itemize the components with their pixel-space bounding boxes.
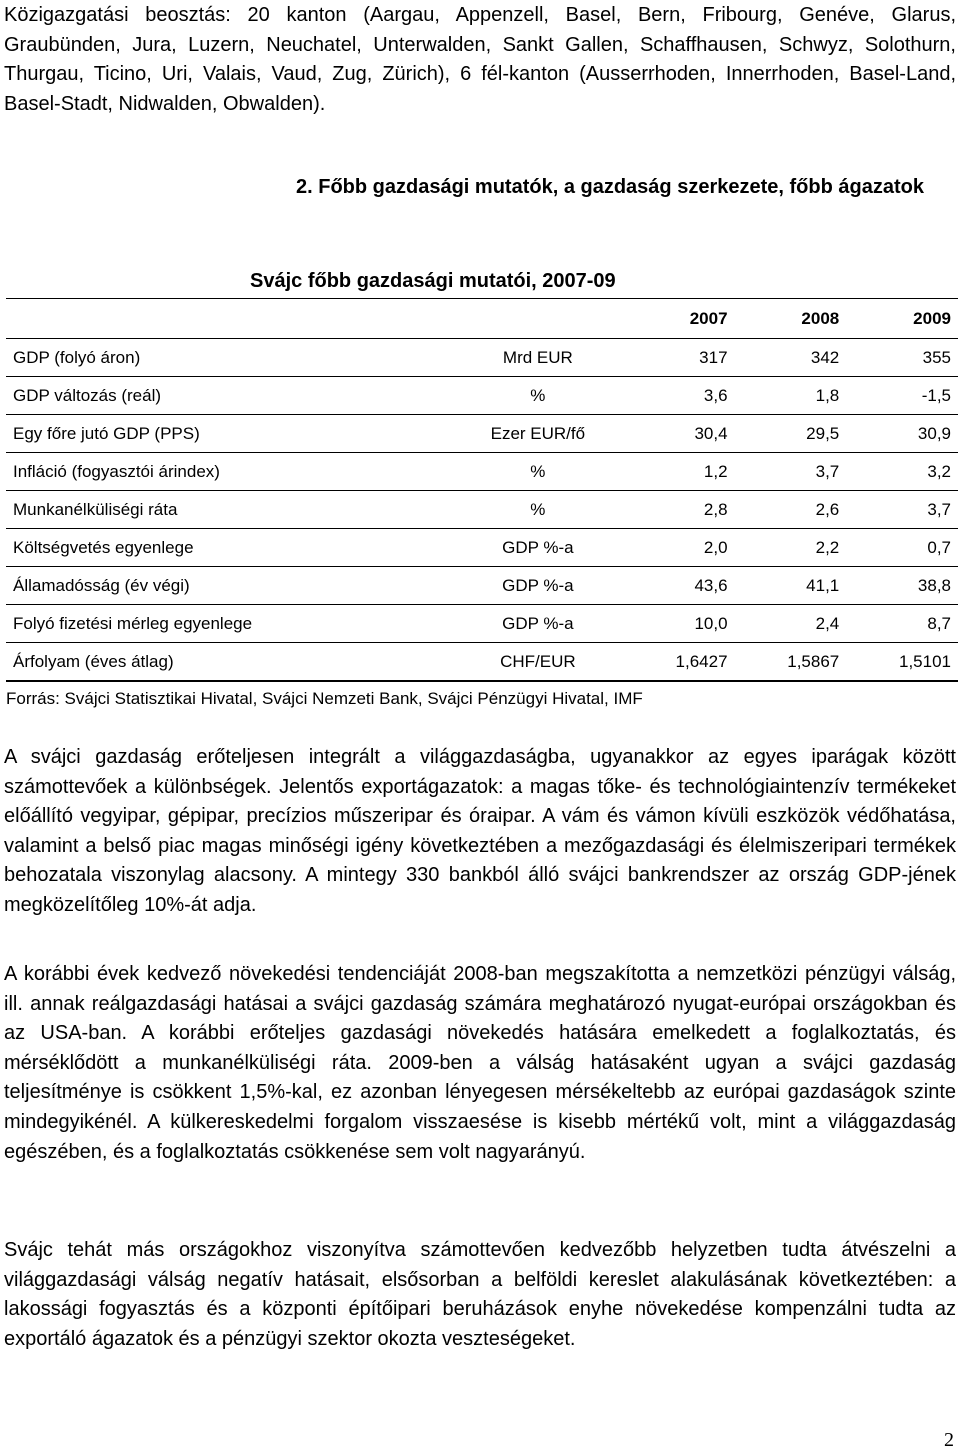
value-2007: 2,8 (623, 491, 735, 529)
value-2007: 43,6 (623, 567, 735, 605)
value-2008: 1,8 (735, 377, 847, 415)
row-label: Költségvetés egyenlege (6, 529, 453, 567)
section-heading: 2. Főbb gazdasági mutatók, a gazdaság szerkezete, főbb ágazatok (296, 176, 924, 198)
row-label: Folyó fizetési mérleg egyenlege (6, 605, 453, 643)
value-2009: 3,7 (846, 491, 958, 529)
row-label: Egy főre jutó GDP (PPS) (6, 415, 453, 453)
value-2008: 2,2 (735, 529, 847, 567)
row-label: Infláció (fogyasztói árindex) (6, 453, 453, 491)
value-2008: 41,1 (735, 567, 847, 605)
row-unit: % (453, 491, 623, 529)
table-header-row (6, 299, 958, 339)
table-row (6, 339, 958, 377)
header-year-2008: 2008 (735, 299, 847, 339)
table-title: Svájc főbb gazdasági mutatói, 2007-09 (250, 270, 616, 292)
table-row (6, 643, 958, 682)
row-unit: Ezer EUR/fő (453, 415, 623, 453)
row-unit: CHF/EUR (453, 643, 623, 682)
row-unit: GDP %-a (453, 605, 623, 643)
value-2008: 2,6 (735, 491, 847, 529)
value-2007: 30,4 (623, 415, 735, 453)
intro-paragraph: Közigazgatási beosztás: 20 kanton (Aargau, Appenzell, Basel, Bern, Fribourg, Genéve, Glarus, Graubünden, Jura, Luzern, Neuchatel, Unterwalden, Sankt Gallen, Schaffhausen, Schwyz, Solothurn, Thurgau, Ticino, Uri, Valais, Vaud, Zug, Zürich), 6 fél-kanton (Ausserrhoden, Innerrhoden, Basel-Land, Basel-Stadt, Nidwalden, Obwalden). (4, 4, 956, 115)
header-year-2007: 2007 (623, 299, 735, 339)
indicators-table (6, 298, 958, 682)
row-unit: GDP %-a (453, 567, 623, 605)
value-2008: 3,7 (735, 453, 847, 491)
table-row (6, 567, 958, 605)
page-number: 2 (944, 1429, 954, 1451)
table-row (6, 415, 958, 453)
body-paragraph-3: Svájc tehát más országokhoz viszonyítva számottevően kedvezőbb helyzetben tudta átvészelni a világgazdasági válság negatív hatásait, elsősorban a belföldi kereslet alakulásának következtében: a lakossági fogyasztás és a központi építőipari beruházások enyhe növekedése kompenzálni tudta az exportáló ágazatok és a pénzügyi szektor okozta veszteségeket. (4, 1239, 956, 1350)
value-2009: 0,7 (846, 529, 958, 567)
table-row (6, 453, 958, 491)
value-2009: 30,9 (846, 415, 958, 453)
row-unit: % (453, 377, 623, 415)
value-2009: 38,8 (846, 567, 958, 605)
value-2009: -1,5 (846, 377, 958, 415)
row-label: Államadósság (év végi) (6, 567, 453, 605)
value-2007: 317 (623, 339, 735, 377)
value-2008: 2,4 (735, 605, 847, 643)
value-2007: 1,2 (623, 453, 735, 491)
header-year-2009: 2009 (846, 299, 958, 339)
value-2008: 1,5867 (735, 643, 847, 682)
row-label: Munkanélküliségi ráta (6, 491, 453, 529)
table-row (6, 529, 958, 567)
table-row (6, 377, 958, 415)
value-2007: 2,0 (623, 529, 735, 567)
value-2007: 3,6 (623, 377, 735, 415)
value-2007: 1,6427 (623, 643, 735, 682)
body-paragraph-2: A korábbi évek kedvező növekedési tendenciáját 2008-ban megszakította a nemzetközi pénzügyi válság, ill. annak reálgazdasági hatásai a svájci gazdaság számára meghatározó nyugat-európai országokban és az USA-ban. A korábbi erőteljes gazdasági növekedés hatására emelkedett a foglalkoztatás, és mérséklődött a munkanélküliségi ráta. 2009-ben a válság hatásaként ugyan a svájci gazdaság teljesítménye is csökkent 1,5%-kal, ez azonban lényegesen mérsékeltebb az európai gazdaságok szinte mindegyikénél. A külkereskedelmi forgalom visszaesése is kisebb mértékű volt, mint a világgazdaság egészében, és a foglalkoztatás csökkenése sem volt nagyarányú. (4, 963, 956, 1163)
table-row (6, 605, 958, 643)
body-paragraph-1: A svájci gazdaság erőteljesen integrált a világgazdaságba, ugyanakkor az egyes iparágak között számottevőek a különbségek. Jelentős exportágazatok: a magas tőke- és technológiaintenzív termékeket előállító vegyipar, gépipar, precízios műszeripar és óraipar. A vám és vámon kívüli eszközök védőhatása, valamint a belső piac magas minőségi igény következtében a mezőgazdasági és élelmiszeripari termékek behozatala viszonylag alacsony. A mintegy 330 bankból álló svájci bankrendszer az ország GDP-jének megközelítőleg 10%-át adja. (4, 746, 956, 916)
row-unit: GDP %-a (453, 529, 623, 567)
value-2007: 10,0 (623, 605, 735, 643)
row-label: GDP (folyó áron) (6, 339, 453, 377)
value-2008: 342 (735, 339, 847, 377)
header-label-cell (6, 299, 453, 339)
table-source-note: Forrás: Svájci Statisztikai Hivatal, Svájci Nemzeti Bank, Svájci Pénzügyi Hivatal, IMF (6, 689, 643, 708)
value-2009: 355 (846, 339, 958, 377)
row-unit: % (453, 453, 623, 491)
row-label: GDP változás (reál) (6, 377, 453, 415)
row-unit: Mrd EUR (453, 339, 623, 377)
value-2009: 3,2 (846, 453, 958, 491)
header-unit-cell (453, 299, 623, 339)
value-2009: 8,7 (846, 605, 958, 643)
table-row (6, 491, 958, 529)
value-2008: 29,5 (735, 415, 847, 453)
row-label: Árfolyam (éves átlag) (6, 643, 453, 682)
value-2009: 1,5101 (846, 643, 958, 682)
